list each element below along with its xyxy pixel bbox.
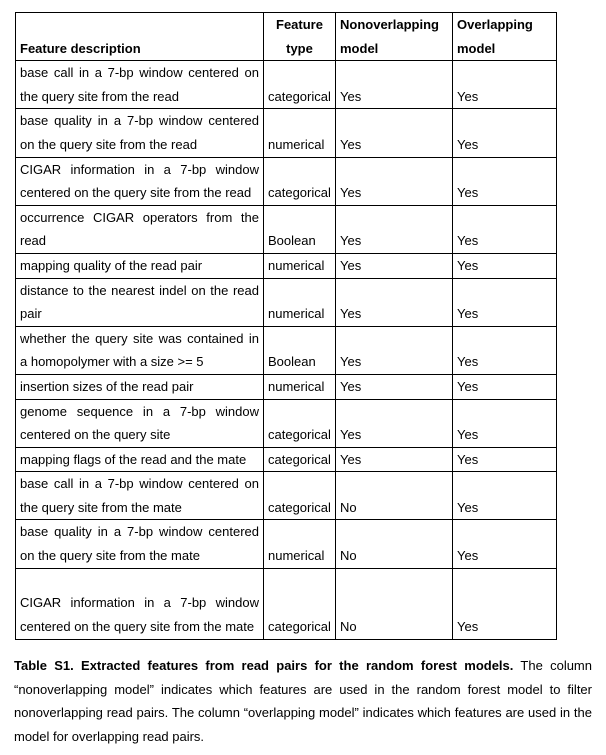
feature-type: categorical <box>264 472 336 520</box>
caption-text: The column “nonoverlapping model” indicates which features are used in the random forest model to filter nonoverlapping read pairs. The column “overlapping model” indicates which features are used in the model for overlapping read pairs. <box>14 658 592 744</box>
nonoverlapping-value: No <box>336 520 453 568</box>
nonoverlapping-value: Yes <box>336 61 453 109</box>
nonoverlapping-value: Yes <box>336 278 453 326</box>
feature-description: whether the query site was contained in a homopolymer with a size >= 5 <box>16 326 264 374</box>
table-row <box>16 374 557 399</box>
feature-type: categorical <box>264 568 336 639</box>
table-row <box>16 326 557 374</box>
table-row <box>16 447 557 472</box>
overlapping-value: Yes <box>453 520 557 568</box>
table-row <box>16 472 557 520</box>
overlapping-value: Yes <box>453 205 557 253</box>
nonoverlapping-value: No <box>336 568 453 639</box>
overlapping-value: Yes <box>453 326 557 374</box>
header-feature-type: Feature type <box>264 13 336 61</box>
overlapping-value: Yes <box>453 374 557 399</box>
feature-type: numerical <box>264 253 336 278</box>
overlapping-value: Yes <box>453 568 557 639</box>
table-row <box>16 109 557 157</box>
overlapping-value: Yes <box>453 472 557 520</box>
nonoverlapping-value: Yes <box>336 447 453 472</box>
caption-label: Table S1. Extracted features from read pairs for the random forest models. <box>14 658 514 673</box>
feature-description: CIGAR information in a 7-bp window centered on the query site from the read <box>16 157 264 205</box>
feature-description: genome sequence in a 7-bp window centered on the query site <box>16 399 264 447</box>
feature-description: base quality in a 7-bp window centered on the query site from the mate <box>16 520 264 568</box>
feature-type: Boolean <box>264 326 336 374</box>
feature-description: occurrence CIGAR operators from the read <box>16 205 264 253</box>
feature-type: categorical <box>264 157 336 205</box>
nonoverlapping-value: Yes <box>336 399 453 447</box>
table-row <box>16 399 557 447</box>
feature-type: numerical <box>264 278 336 326</box>
feature-type: numerical <box>264 374 336 399</box>
overlapping-value: Yes <box>453 109 557 157</box>
feature-description: mapping quality of the read pair <box>16 253 264 278</box>
nonoverlapping-value: Yes <box>336 326 453 374</box>
overlapping-value: Yes <box>453 399 557 447</box>
header-feature-description: Feature description <box>16 13 264 61</box>
overlapping-value: Yes <box>453 253 557 278</box>
feature-description: base call in a 7-bp window centered on the query site from the mate <box>16 472 264 520</box>
nonoverlapping-value: Yes <box>336 253 453 278</box>
nonoverlapping-value: Yes <box>336 374 453 399</box>
feature-type: numerical <box>264 109 336 157</box>
feature-type: categorical <box>264 399 336 447</box>
features-table <box>15 12 557 640</box>
table-row <box>16 278 557 326</box>
table-row <box>16 205 557 253</box>
nonoverlapping-value: No <box>336 472 453 520</box>
feature-description: mapping flags of the read and the mate <box>16 447 264 472</box>
nonoverlapping-value: Yes <box>336 157 453 205</box>
header-overlapping-model: Overlapping model <box>453 13 557 61</box>
feature-description: base quality in a 7-bp window centered on the query site from the read <box>16 109 264 157</box>
table-row <box>16 157 557 205</box>
overlapping-value: Yes <box>453 278 557 326</box>
feature-type: categorical <box>264 61 336 109</box>
table-caption <box>14 654 592 748</box>
table-row <box>16 520 557 568</box>
overlapping-value: Yes <box>453 61 557 109</box>
table-header-row <box>16 13 557 61</box>
feature-description: insertion sizes of the read pair <box>16 374 264 399</box>
nonoverlapping-value: Yes <box>336 109 453 157</box>
feature-type: Boolean <box>264 205 336 253</box>
feature-description: base call in a 7-bp window centered on the query site from the read <box>16 61 264 109</box>
table-row <box>16 253 557 278</box>
feature-type: numerical <box>264 520 336 568</box>
feature-description: CIGAR information in a 7-bp window centered on the query site from the mate <box>16 568 264 639</box>
overlapping-value: Yes <box>453 157 557 205</box>
feature-description: distance to the nearest indel on the read pair <box>16 278 264 326</box>
feature-type: categorical <box>264 447 336 472</box>
nonoverlapping-value: Yes <box>336 205 453 253</box>
overlapping-value: Yes <box>453 447 557 472</box>
header-nonoverlapping-model: Nonoverlapping model <box>336 13 453 61</box>
table-row <box>16 61 557 109</box>
table-row <box>16 568 557 639</box>
